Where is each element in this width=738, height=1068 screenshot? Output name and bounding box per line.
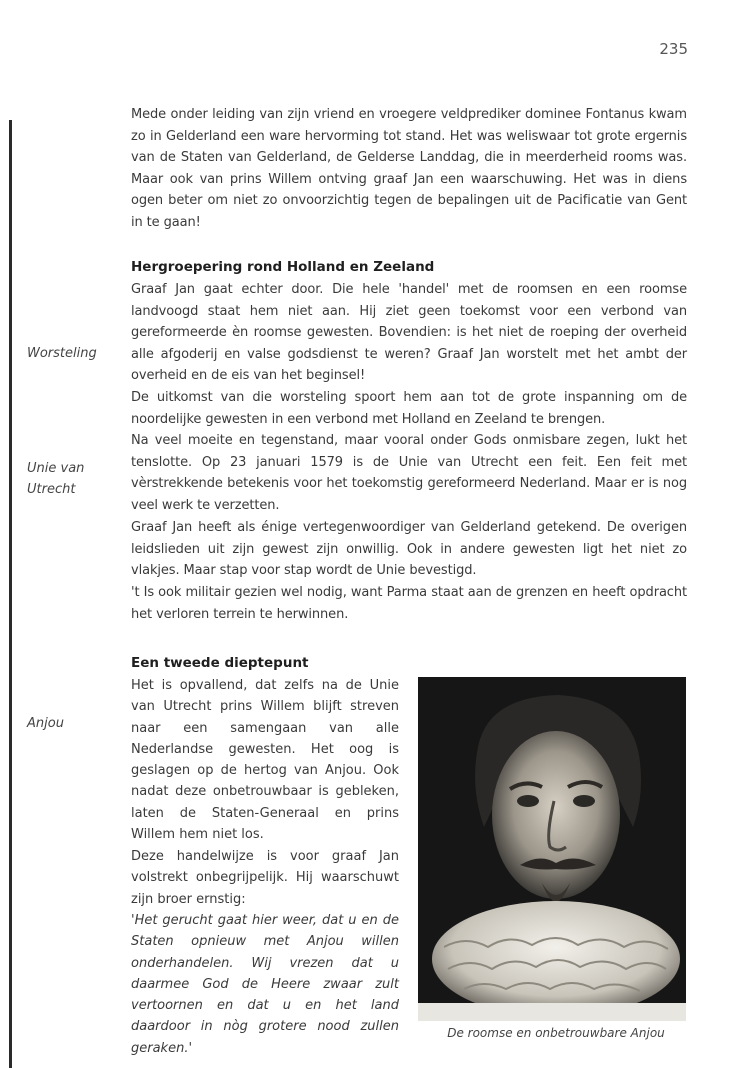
page-number: 235 <box>659 40 688 58</box>
margin-note-anjou: Anjou <box>27 716 64 731</box>
margin-note-worsteling: Worsteling <box>27 346 97 361</box>
anjou-portrait-drawing <box>418 677 686 1021</box>
margin-note-unie-line1: Unie van <box>27 461 85 476</box>
section2-paragraph-1: Het is opvallend, dat zelfs na de Unie van Utrecht prins Willem blijft streven naar een samengaan van alle Nederlandse gewesten. Het oog is geslagen op de hertog van Anjou. Ook nadat deze onbetrouwbaar is gebleken, laten de Staten-Generaal en prins Willem hem niet los. <box>131 678 399 843</box>
section-heading-dieptepunt: Een tweede dieptepunt <box>131 655 309 671</box>
section1-paragraph-5: 't Is ook militair gezien wel nodig, want Parma staat aan de grenzen en heeft opdracht het verloren terrein te herwinnen. <box>131 585 687 622</box>
section1-paragraph-3: Na veel moeite en tegenstand, maar vooral onder Gods onmisbare zegen, lukt het tenslotte. Op 23 januari 1579 is de Unie van Utrecht een feit. Een feit met vèrstrekkende betekenis voor het toekomstig gereformeerd Nederland. Maar er is nog veel werk te verzetten. <box>131 433 687 513</box>
intro-paragraph: Mede onder leiding van zijn vriend en vroegere veldprediker dominee Fontanus kwam zo in Gelderland een ware hervorming tot stand. Het was weliswaar tot grote ergernis van de Staten van Gelderland, de Gelderse Landdag, die in meerderheid rooms was. Maar ook van prins Willem ontving graaf Jan een waarschuwing. Het was in diens ogen beter om niet zo onvoorzichtig tegen de bepalingen uit de Pacificatie van Gent in te gaan! <box>131 107 687 230</box>
anjou-portrait <box>418 677 686 1021</box>
section1-paragraph-2: De uitkomst van die worsteling spoort hem aan tot de grote inspanning om de noordelijke gewesten in een verbond met Holland en Zeeland te brengen. <box>131 390 687 427</box>
section1-paragraph-1: Graaf Jan gaat echter door. Die hele 'handel' met de roomsen en een roomse landvoogd staat hem niet aan. Hij ziet geen toekomst voor een verbond van gereformeerde èn roomse gewesten. Bovendien: is het niet de roeping der overheid alle afgoderij en valse godsdienst te weren? Graaf Jan worstelt met het ambt der overheid en de eis van het beginsel! <box>131 282 687 384</box>
page-edge-rule <box>9 120 12 1068</box>
margin-note-unie-line2: Utrecht <box>27 482 76 497</box>
section-heading-hergroepering: Hergroepering rond Holland en Zeeland <box>131 259 435 275</box>
section1-paragraph-4: Graaf Jan heeft als énige vertegenwoordiger van Gelderland getekend. De overigen leidslieden uit zijn gewest zijn onwillig. Ook in andere gewesten ligt het niet zo vlakjes. Maar stap voor stap wordt de Unie bevestigd. <box>131 520 687 579</box>
section2-paragraph-2: Deze handelwijze is voor graaf Jan volstrekt onbegrijpelijk. Hij waarschuwt zijn broer ernstig: <box>131 849 399 907</box>
figure-caption: De roomse en onbetrouwbare Anjou <box>447 1026 665 1040</box>
section2-quote: 'Het gerucht gaat hier weer, dat u en de Staten opnieuw met Anjou willen onderhandelen. Wij vrezen dat u daarmee God de Heere zwaar zult vertoornen en dat u en het land daardoor in nòg grotere nood zullen geraken.' <box>131 913 399 1056</box>
